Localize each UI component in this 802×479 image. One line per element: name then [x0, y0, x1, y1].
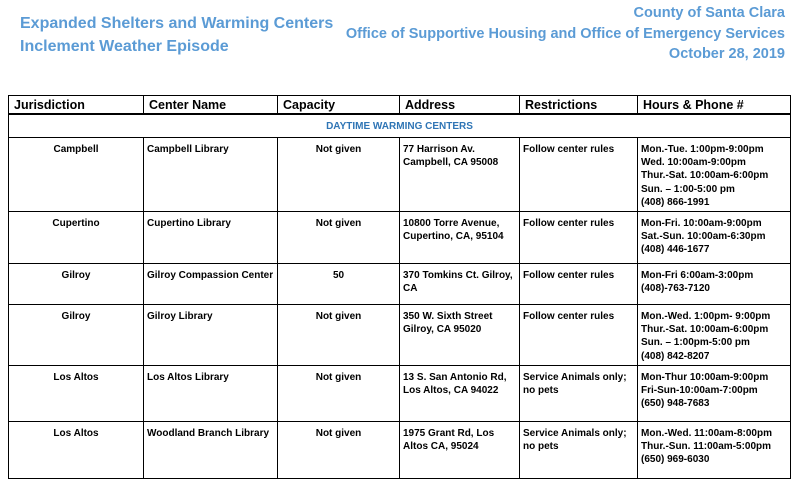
table-row: [9, 212, 791, 264]
capacity-cell: Not given: [278, 305, 400, 366]
table-row: [9, 264, 791, 305]
hours-line: Mon.-Wed. 1:00pm- 9:00pm: [641, 311, 771, 323]
jurisdiction-cell: Los Altos: [9, 421, 144, 478]
restrictions-cell: Follow center rules: [520, 305, 638, 366]
center-name-cell: Los Altos Library: [144, 365, 278, 421]
phone-number: (408) 866-1991: [641, 196, 710, 208]
hours-line: Sun. – 1:00-5:00 pm: [641, 183, 735, 195]
hours-phone-cell: [638, 305, 791, 366]
center-name-cell: Cupertino Library: [144, 212, 278, 264]
hours-line: Mon-Fri 6:00am-3:00pm: [641, 270, 754, 282]
capacity-cell: Not given: [278, 212, 400, 264]
address-cell: 13 S. San Antonio Rd, Los Altos, CA 94022: [400, 365, 520, 421]
title-line-1: Expanded Shelters and Warming Centers: [20, 15, 334, 32]
table-row: [9, 365, 791, 421]
title-line-2: Inclement Weather Episode: [20, 38, 229, 55]
capacity-cell: Not given: [278, 138, 400, 212]
hours-line: Sat.-Sun. 10:00am-6:30pm: [641, 231, 766, 243]
hours-line: Sun. – 1:00pm-5:00 pm: [641, 337, 750, 349]
jurisdiction-cell: Cupertino: [9, 212, 144, 264]
phone-number: (408)-763-7120: [641, 283, 710, 295]
hours-line: Thur.-Sun. 11:00am-5:00pm: [641, 441, 772, 453]
org-offices: Office of Supportive Housing and Office of Emergency Services: [345, 25, 785, 42]
restrictions-cell: Follow center rules: [520, 264, 638, 305]
address-cell: 10800 Torre Avenue, Cupertino, CA, 95104: [400, 212, 520, 264]
hours-line: Mon-Thur 10:00am-9:00pm: [641, 371, 769, 383]
hours-line: Wed. 10:00am-9:00pm: [641, 157, 746, 169]
hours-line: Mon.-Wed. 11:00am-8:00pm: [641, 427, 772, 439]
address-cell: 350 W. Sixth Street Gilroy, CA 95020: [400, 305, 520, 366]
restrictions-cell: Follow center rules: [520, 138, 638, 212]
hours-phone-cell: [638, 264, 791, 305]
column-header-address: Address: [400, 96, 520, 115]
hours-line: Mon-Fri. 10:00am-9:00pm: [641, 218, 762, 230]
hours-line: Thur.-Sat. 10:00am-6:00pm: [641, 170, 769, 182]
table-row: [9, 421, 791, 478]
capacity-cell: Not given: [278, 421, 400, 478]
center-name-cell: Campbell Library: [144, 138, 278, 212]
hours-line: Fri-Sun-10:00am-7:00pm: [641, 385, 758, 397]
hours-phone-cell: [638, 138, 791, 212]
address-cell: 1975 Grant Rd, Los Altos CA, 95024: [400, 421, 520, 478]
table-row: [9, 305, 791, 366]
jurisdiction-cell: Gilroy: [9, 264, 144, 305]
table-header-row: [9, 96, 791, 115]
center-name-cell: Gilroy Library: [144, 305, 278, 366]
column-header-jurisdiction: Jurisdiction: [9, 96, 144, 115]
document-title: [20, 12, 333, 58]
address-cell: 370 Tomkins Ct. Gilroy, CA: [400, 264, 520, 305]
phone-number: (408) 446-1677: [641, 244, 710, 256]
hours-line: Mon.-Tue. 1:00pm-9:00pm: [641, 144, 764, 155]
restrictions-cell: Follow center rules: [520, 212, 638, 264]
document-date: October 28, 2019: [668, 46, 785, 62]
table-row: [9, 138, 791, 212]
phone-number: (408) 842-8207: [641, 350, 710, 362]
phone-number: (650) 969-6030: [641, 454, 710, 466]
warming-centers-table: [8, 95, 791, 479]
hours-phone-cell: [638, 212, 791, 264]
restrictions-cell: Service Animals only; no pets: [520, 365, 638, 421]
hours-phone-cell: [638, 421, 791, 478]
organization-header: [346, 3, 785, 65]
jurisdiction-cell: Los Altos: [9, 365, 144, 421]
hours-line: Thur.-Sat. 10:00am-6:00pm: [641, 324, 769, 336]
column-header-hours-phone: Hours & Phone #: [638, 96, 791, 115]
center-name-cell: Woodland Branch Library: [144, 421, 278, 478]
restrictions-cell: Service Animals only; no pets: [520, 421, 638, 478]
section-row: [9, 114, 791, 138]
org-name: County of Santa Clara: [633, 5, 785, 21]
capacity-cell: 50: [278, 264, 400, 305]
hours-phone-cell: [638, 365, 791, 421]
phone-number: (650) 948-7683: [641, 398, 710, 410]
address-cell: 77 Harrison Av. Campbell, CA 95008: [400, 138, 520, 212]
column-header-restrictions: Restrictions: [520, 96, 638, 115]
jurisdiction-cell: Campbell: [9, 138, 144, 212]
capacity-cell: Not given: [278, 365, 400, 421]
center-name-cell: Gilroy Compassion Center: [144, 264, 278, 305]
jurisdiction-cell: Gilroy: [9, 305, 144, 366]
section-title: DAYTIME WARMING CENTERS: [9, 114, 791, 138]
column-header-capacity: Capacity: [278, 96, 400, 115]
column-header-center-name: Center Name: [144, 96, 278, 115]
